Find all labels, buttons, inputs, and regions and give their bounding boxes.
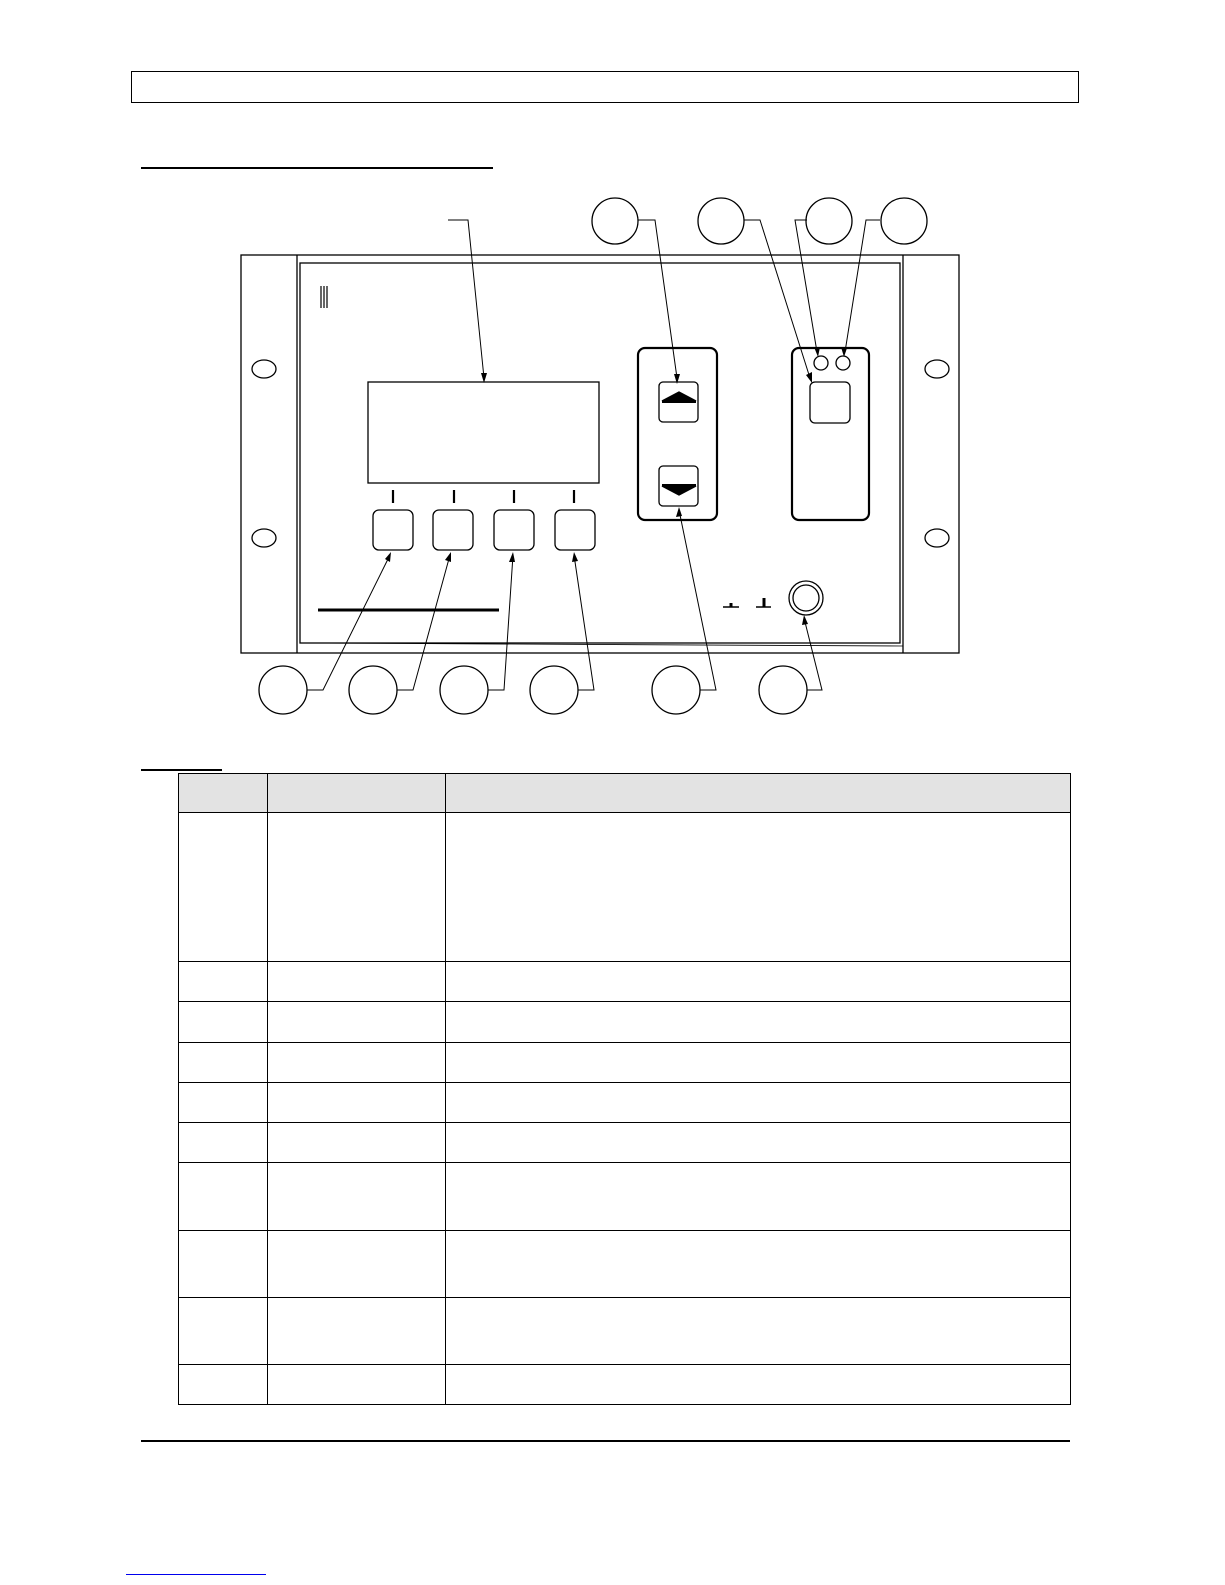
softkey-1-button[interactable] bbox=[373, 510, 413, 550]
front-panel-diagram bbox=[0, 0, 1225, 760]
toggle-switch[interactable] bbox=[723, 603, 739, 607]
table-row bbox=[179, 1365, 1071, 1405]
callout-bubble bbox=[881, 198, 927, 244]
softkey-ticks bbox=[393, 490, 574, 503]
table-cell bbox=[179, 1365, 268, 1405]
table-cell bbox=[446, 1231, 1071, 1298]
mounting-hole bbox=[925, 529, 949, 547]
leader-lines bbox=[307, 220, 880, 690]
table-cell bbox=[446, 813, 1071, 962]
table-cell bbox=[268, 1083, 446, 1123]
table-cell bbox=[179, 813, 268, 962]
table-cell bbox=[268, 962, 446, 1002]
table-cell bbox=[446, 962, 1071, 1002]
up-arrow-icon bbox=[662, 392, 696, 401]
mounting-hole bbox=[925, 360, 949, 378]
callout-bubble bbox=[530, 666, 578, 714]
table-row bbox=[179, 1002, 1071, 1043]
arrowheads bbox=[385, 347, 847, 625]
table-row bbox=[179, 1083, 1071, 1123]
callout-bubble bbox=[440, 666, 488, 714]
table-row bbox=[179, 1123, 1071, 1163]
table-cell bbox=[446, 1365, 1071, 1405]
table-cell bbox=[446, 1163, 1071, 1231]
table-cell bbox=[268, 1123, 446, 1163]
table-cell bbox=[179, 1298, 268, 1365]
callout-bubble bbox=[592, 198, 638, 244]
column-header bbox=[268, 774, 446, 813]
callout-bubble bbox=[652, 666, 700, 714]
mounting-hole bbox=[252, 529, 276, 547]
table-cell bbox=[446, 1083, 1071, 1123]
alarm-keypad bbox=[792, 348, 869, 520]
column-header bbox=[446, 774, 1071, 813]
table-cell bbox=[179, 1163, 268, 1231]
table-cell bbox=[179, 1043, 268, 1083]
callout-bubble bbox=[259, 666, 307, 714]
lcd-display bbox=[368, 382, 599, 483]
table-cell bbox=[268, 813, 446, 962]
table-cell bbox=[446, 1002, 1071, 1043]
softkey-3-button[interactable] bbox=[494, 510, 534, 550]
table-cell bbox=[179, 962, 268, 1002]
table-cell bbox=[179, 1002, 268, 1043]
led-indicator bbox=[836, 356, 850, 370]
table-cell bbox=[446, 1123, 1071, 1163]
footer-link-underline[interactable] bbox=[126, 1574, 266, 1575]
toggle-switch[interactable] bbox=[756, 598, 771, 607]
logo-mark bbox=[321, 286, 327, 308]
softkey-2-button[interactable] bbox=[433, 510, 473, 550]
round-connector-inner bbox=[793, 585, 819, 611]
table-cell bbox=[179, 1123, 268, 1163]
alarm-key-button[interactable] bbox=[810, 382, 850, 423]
mounting-hole bbox=[252, 360, 276, 378]
down-arrow-icon bbox=[662, 486, 696, 495]
table-cell bbox=[179, 1083, 268, 1123]
table-row bbox=[179, 813, 1071, 962]
led-indicator bbox=[814, 356, 828, 370]
table-cell bbox=[446, 1298, 1071, 1365]
callout-bubble bbox=[349, 666, 397, 714]
legend-heading-underline bbox=[141, 769, 222, 771]
table-cell bbox=[268, 1043, 446, 1083]
callout-bubble bbox=[759, 666, 807, 714]
table-cell bbox=[268, 1002, 446, 1043]
column-header bbox=[179, 774, 268, 813]
footer-rule bbox=[141, 1440, 1070, 1442]
table-cell bbox=[268, 1231, 446, 1298]
table-cell bbox=[446, 1043, 1071, 1083]
table-cell bbox=[268, 1163, 446, 1231]
callout-bubble bbox=[698, 198, 744, 244]
softkey-4-button[interactable] bbox=[555, 510, 595, 550]
table-cell bbox=[268, 1298, 446, 1365]
table-row bbox=[179, 1298, 1071, 1365]
table-row bbox=[179, 1043, 1071, 1083]
table-cell bbox=[179, 1231, 268, 1298]
table-row bbox=[179, 1231, 1071, 1298]
callout-bubble bbox=[806, 198, 852, 244]
round-connector bbox=[789, 581, 823, 615]
table-row bbox=[179, 962, 1071, 1002]
table-row bbox=[179, 1163, 1071, 1231]
table-header-row bbox=[179, 774, 1071, 813]
item-description-table bbox=[178, 773, 1071, 1405]
table-cell bbox=[268, 1365, 446, 1405]
